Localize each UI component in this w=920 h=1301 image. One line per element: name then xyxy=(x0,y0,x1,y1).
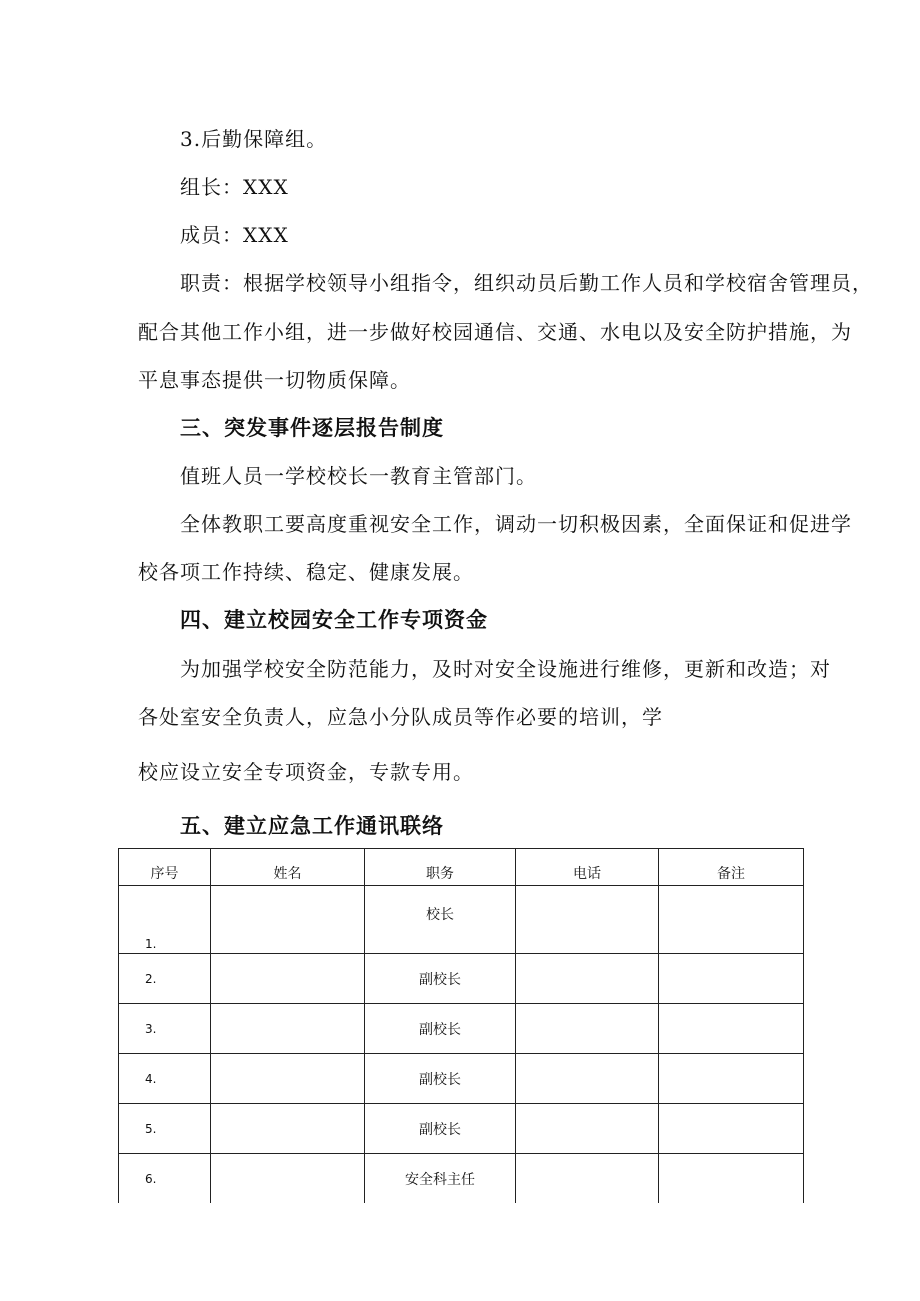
para-staff-line-2: 校各项工作持续、稳定、健康发展。 xyxy=(138,560,474,584)
row-number: 2. xyxy=(119,954,211,1004)
name-cell xyxy=(211,954,365,1004)
group-members: 成员：XXX xyxy=(180,223,289,247)
phone-cell xyxy=(516,1104,659,1154)
note-cell xyxy=(659,886,804,954)
header-phone: 电话 xyxy=(516,849,659,886)
table-row xyxy=(119,1054,804,1104)
header-name: 姓名 xyxy=(211,849,365,886)
header-note: 备注 xyxy=(659,849,804,886)
note-cell xyxy=(659,954,804,1004)
row-number: 5. xyxy=(119,1104,211,1154)
phone-cell xyxy=(516,886,659,954)
position-cell: 副校长 xyxy=(365,1054,516,1104)
position-cell: 副校长 xyxy=(365,1104,516,1154)
phone-cell xyxy=(516,954,659,1004)
heading-section-3: 三、突发事件逐层报告制度 xyxy=(180,416,444,440)
contact-table xyxy=(118,848,804,1203)
row-number: 4. xyxy=(119,1054,211,1104)
duties-line-3: 平息事态提供一切物质保障。 xyxy=(138,368,411,392)
header-position: 职务 xyxy=(365,849,516,886)
table-row xyxy=(119,1154,804,1204)
position-cell: 副校长 xyxy=(365,1004,516,1054)
row-number: 6. xyxy=(119,1154,211,1204)
name-cell xyxy=(211,1154,365,1204)
note-cell xyxy=(659,1104,804,1154)
heading-section-5: 五、建立应急工作通讯联络 xyxy=(180,814,444,838)
para-staff-line-1: 全体教职工要高度重视安全工作，调动一切积极因素，全面保证和促进学 xyxy=(180,512,852,536)
item-3-title: 3.后勤保障组。 xyxy=(180,127,328,151)
report-chain: 值班人员一学校校长一教育主管部门。 xyxy=(180,464,537,488)
note-cell xyxy=(659,1154,804,1204)
para-fund-line-3: 校应设立安全专项资金，专款专用。 xyxy=(138,760,474,784)
note-cell xyxy=(659,1054,804,1104)
name-cell xyxy=(211,1054,365,1104)
row-number: 1. xyxy=(119,886,211,954)
duties-line-2: 配合其他工作小组，进一步做好校园通信、交通、水电以及安全防护措施，为 xyxy=(138,320,852,344)
name-cell xyxy=(211,886,365,954)
name-cell xyxy=(211,1004,365,1054)
phone-cell xyxy=(516,1004,659,1054)
name-cell xyxy=(211,1104,365,1154)
para-fund-line-1: 为加强学校安全防范能力，及时对安全设施进行维修，更新和改造；对 xyxy=(180,657,831,681)
table-row xyxy=(119,886,804,954)
para-fund-line-2: 各处室安全负责人，应急小分队成员等作必要的培训，学 xyxy=(138,705,663,729)
table-row xyxy=(119,1004,804,1054)
phone-cell xyxy=(516,1054,659,1104)
position-cell: 副校长 xyxy=(365,954,516,1004)
header-index: 序号 xyxy=(119,849,211,886)
row-number: 3. xyxy=(119,1004,211,1054)
note-cell xyxy=(659,1004,804,1054)
table-row xyxy=(119,954,804,1004)
phone-cell xyxy=(516,1154,659,1204)
duties-line-1: 职责：根据学校领导小组指令，组织动员后勤工作人员和学校宿舍管理员， xyxy=(180,271,873,295)
heading-section-4: 四、建立校园安全工作专项资金 xyxy=(180,608,488,632)
group-leader: 组长：XXX xyxy=(180,175,289,199)
position-cell: 安全科主任 xyxy=(365,1154,516,1204)
table-row xyxy=(119,1104,804,1154)
table-header-row xyxy=(119,849,804,886)
position-cell: 校长 xyxy=(365,886,516,954)
